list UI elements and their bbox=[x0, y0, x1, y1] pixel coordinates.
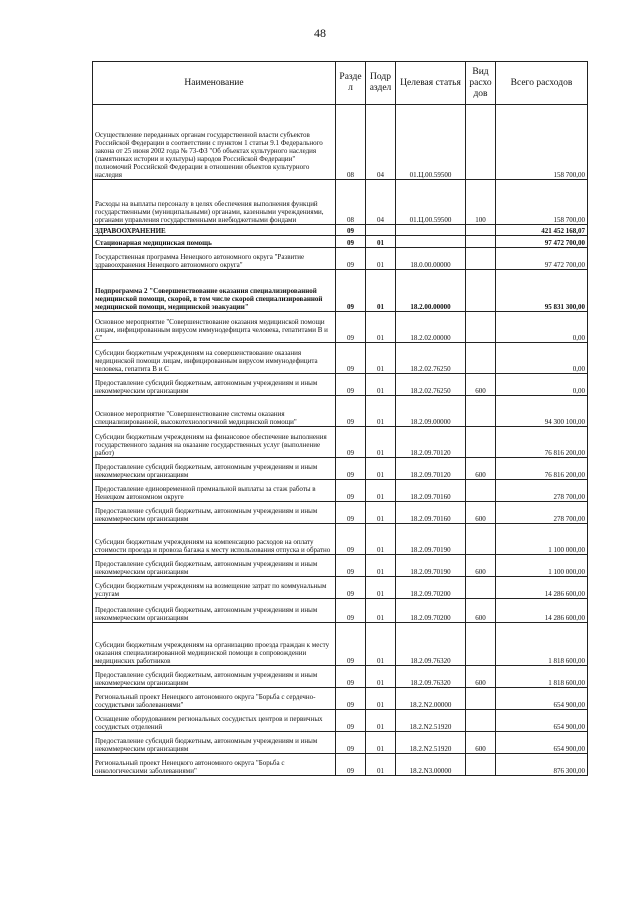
row-statya: 18.2.09.76320 bbox=[396, 666, 466, 688]
row-name: Субсидии бюджетным учреждениям на компенсацию расходов на оплату стоимости проезда и провоза багажа к месту использования отпуска и обратно bbox=[93, 524, 336, 555]
row-statya bbox=[396, 236, 466, 248]
row-razdel: 09 bbox=[336, 480, 366, 502]
row-statya: 18.2.09.70160 bbox=[396, 480, 466, 502]
row-razdel: 09 bbox=[336, 374, 366, 396]
table-row bbox=[93, 599, 588, 623]
row-razdel: 09 bbox=[336, 502, 366, 524]
row-podrazdel: 01 bbox=[366, 458, 396, 480]
row-podrazdel: 01 bbox=[366, 666, 396, 688]
row-name: ЗДРАВООХРАНЕНИЕ bbox=[93, 225, 336, 236]
table-row bbox=[93, 688, 588, 710]
row-podrazdel: 01 bbox=[366, 248, 396, 270]
row-podrazdel: 04 bbox=[366, 180, 396, 225]
row-statya: 18.2.09.70160 bbox=[396, 502, 466, 524]
row-podrazdel: 01 bbox=[366, 710, 396, 732]
row-name: Стационарная медицинская помощь bbox=[93, 236, 336, 248]
table-row bbox=[93, 343, 588, 374]
row-razdel: 09 bbox=[336, 666, 366, 688]
row-name: Субсидии бюджетным учреждениям на возмещение затрат по коммунальным услугам bbox=[93, 577, 336, 599]
row-statya: 18.2.09.70200 bbox=[396, 577, 466, 599]
row-vid bbox=[466, 623, 496, 666]
table-row bbox=[93, 555, 588, 577]
row-statya: 01.Ц.00.59500 bbox=[396, 105, 466, 180]
table-row bbox=[93, 524, 588, 555]
header-name: Наименование bbox=[93, 62, 336, 105]
row-podrazdel: 01 bbox=[366, 312, 396, 343]
row-vid bbox=[466, 427, 496, 458]
row-name: Предоставление субсидий бюджетным, автономным учреждениям и иным некоммерческим организациям bbox=[93, 732, 336, 754]
row-vid: 600 bbox=[466, 458, 496, 480]
row-total: 97 472 700,00 bbox=[496, 236, 588, 248]
row-vid: 600 bbox=[466, 732, 496, 754]
row-podrazdel bbox=[366, 225, 396, 236]
row-razdel: 09 bbox=[336, 524, 366, 555]
row-total: 654 900,00 bbox=[496, 732, 588, 754]
row-podrazdel: 01 bbox=[366, 555, 396, 577]
table-row bbox=[93, 270, 588, 312]
row-statya bbox=[396, 225, 466, 236]
row-podrazdel: 01 bbox=[366, 236, 396, 248]
table-header-row bbox=[93, 62, 588, 105]
row-name: Региональный проект Ненецкого автономного округа "Борьба с сердечно-сосудистыми заболеваниями" bbox=[93, 688, 336, 710]
row-vid bbox=[466, 688, 496, 710]
row-podrazdel: 01 bbox=[366, 502, 396, 524]
row-razdel: 09 bbox=[336, 555, 366, 577]
row-vid: 600 bbox=[466, 666, 496, 688]
row-statya: 18.2.09.70200 bbox=[396, 599, 466, 623]
row-total: 14 286 600,00 bbox=[496, 599, 588, 623]
row-statya: 18.2.02.00000 bbox=[396, 312, 466, 343]
row-name: Предоставление субсидий бюджетным, автономным учреждениям и иным некоммерческим организациям bbox=[93, 599, 336, 623]
table-row bbox=[93, 312, 588, 343]
row-statya: 18.2.N2.00000 bbox=[396, 688, 466, 710]
row-total: 158 700,00 bbox=[496, 105, 588, 180]
row-podrazdel: 01 bbox=[366, 374, 396, 396]
row-razdel: 09 bbox=[336, 427, 366, 458]
row-vid: 600 bbox=[466, 555, 496, 577]
table-row bbox=[93, 577, 588, 599]
table-row bbox=[93, 248, 588, 270]
header-vid: Вид расхо дов bbox=[466, 62, 496, 105]
row-statya: 18.2.09.70190 bbox=[396, 555, 466, 577]
row-podrazdel: 01 bbox=[366, 427, 396, 458]
row-statya: 18.2.N2.51920 bbox=[396, 732, 466, 754]
table-row bbox=[93, 225, 588, 236]
row-total: 76 816 200,00 bbox=[496, 427, 588, 458]
row-name: Основное мероприятие "Совершенствование оказания медицинской помощи лицам, инфицированным вирусом иммунодефицита человека, гепатитами В и С" bbox=[93, 312, 336, 343]
row-vid bbox=[466, 577, 496, 599]
row-vid: 600 bbox=[466, 502, 496, 524]
row-total: 278 700,00 bbox=[496, 502, 588, 524]
table-row bbox=[93, 458, 588, 480]
row-statya: 18.2.02.76250 bbox=[396, 343, 466, 374]
row-podrazdel: 01 bbox=[366, 480, 396, 502]
row-total: 76 816 200,00 bbox=[496, 458, 588, 480]
row-vid bbox=[466, 480, 496, 502]
row-vid: 600 bbox=[466, 374, 496, 396]
row-razdel: 09 bbox=[336, 248, 366, 270]
row-vid bbox=[466, 105, 496, 180]
row-name: Субсидии бюджетным учреждениям на совершенствование оказания медицинской помощи лицам, инфицированным вирусом иммунодефицита человека, гепатита В и С bbox=[93, 343, 336, 374]
row-name: Предоставление единовременной премиальной выплаты за стаж работы в Ненецком автономном округе bbox=[93, 480, 336, 502]
row-vid bbox=[466, 248, 496, 270]
row-statya: 18.2.09.00000 bbox=[396, 396, 466, 427]
row-name: Основное мероприятие "Совершенствование системы оказания специализированной, высокотехнологичной медицинской помощи" bbox=[93, 396, 336, 427]
row-statya: 01.Ц.00.59500 bbox=[396, 180, 466, 225]
row-razdel: 09 bbox=[336, 754, 366, 776]
row-razdel: 09 bbox=[336, 343, 366, 374]
row-total: 14 286 600,00 bbox=[496, 577, 588, 599]
row-razdel: 09 bbox=[336, 623, 366, 666]
row-name: Предоставление субсидий бюджетным, автономным учреждениям и иным некоммерческим организациям bbox=[93, 666, 336, 688]
row-razdel: 09 bbox=[336, 732, 366, 754]
row-razdel: 09 bbox=[336, 396, 366, 427]
row-statya: 18.2.N2.51920 bbox=[396, 710, 466, 732]
row-vid bbox=[466, 236, 496, 248]
row-total: 421 452 168,07 bbox=[496, 225, 588, 236]
row-vid: 600 bbox=[466, 599, 496, 623]
row-podrazdel: 01 bbox=[366, 396, 396, 427]
row-statya: 18.2.N3.00000 bbox=[396, 754, 466, 776]
table-row bbox=[93, 732, 588, 754]
header-statya: Целевая статья bbox=[396, 62, 466, 105]
row-total: 1 818 600,00 bbox=[496, 666, 588, 688]
table-row bbox=[93, 480, 588, 502]
row-statya: 18.0.00.00000 bbox=[396, 248, 466, 270]
row-razdel: 09 bbox=[336, 458, 366, 480]
budget-table bbox=[92, 61, 588, 776]
row-podrazdel: 01 bbox=[366, 754, 396, 776]
table-row bbox=[93, 754, 588, 776]
table-row bbox=[93, 180, 588, 225]
table-row bbox=[93, 623, 588, 666]
row-vid bbox=[466, 524, 496, 555]
table-row bbox=[93, 105, 588, 180]
row-vid bbox=[466, 270, 496, 312]
row-podrazdel: 01 bbox=[366, 688, 396, 710]
row-statya: 18.2.00.00000 bbox=[396, 270, 466, 312]
row-name: Субсидии бюджетным учреждениям на финансовое обеспечение выполнения государственного задания на оказание государственных услуг (выполнение работ) bbox=[93, 427, 336, 458]
row-podrazdel: 01 bbox=[366, 577, 396, 599]
row-vid bbox=[466, 754, 496, 776]
header-total: Всего расходов bbox=[496, 62, 588, 105]
row-razdel: 09 bbox=[336, 312, 366, 343]
table-row bbox=[93, 666, 588, 688]
row-total: 0,00 bbox=[496, 343, 588, 374]
row-total: 876 300,00 bbox=[496, 754, 588, 776]
row-razdel: 09 bbox=[336, 599, 366, 623]
row-total: 1 818 600,00 bbox=[496, 623, 588, 666]
row-podrazdel: 01 bbox=[366, 270, 396, 312]
row-razdel: 08 bbox=[336, 105, 366, 180]
page-number: 48 bbox=[314, 26, 326, 40]
table-row bbox=[93, 502, 588, 524]
row-razdel: 09 bbox=[336, 270, 366, 312]
row-total: 654 900,00 bbox=[496, 688, 588, 710]
row-total: 654 900,00 bbox=[496, 710, 588, 732]
table-body bbox=[93, 105, 588, 776]
row-name: Субсидии бюджетным учреждениям на организацию проезда граждан к месту оказания специализированной медицинской помощи в сопровождении медицинских работников bbox=[93, 623, 336, 666]
row-total: 95 831 300,00 bbox=[496, 270, 588, 312]
row-name: Оснащение оборудованием региональных сосудистых центров и первичных сосудистых отделений bbox=[93, 710, 336, 732]
row-podrazdel: 01 bbox=[366, 343, 396, 374]
row-name: Предоставление субсидий бюджетным, автономным учреждениям и иным некоммерческим организациям bbox=[93, 555, 336, 577]
table-row bbox=[93, 710, 588, 732]
row-razdel: 09 bbox=[336, 577, 366, 599]
table-row bbox=[93, 427, 588, 458]
row-total: 94 300 100,00 bbox=[496, 396, 588, 427]
table-row bbox=[93, 374, 588, 396]
row-name: Государственная программа Ненецкого автономного округа "Развитие здравоохранения Ненецкого автономного округа" bbox=[93, 248, 336, 270]
row-podrazdel: 01 bbox=[366, 524, 396, 555]
row-razdel: 09 bbox=[336, 225, 366, 236]
row-razdel: 08 bbox=[336, 180, 366, 225]
row-statya: 18.2.09.70190 bbox=[396, 524, 466, 555]
row-name: Предоставление субсидий бюджетным, автономным учреждениям и иным некоммерческим организациям bbox=[93, 502, 336, 524]
row-total: 278 700,00 bbox=[496, 480, 588, 502]
row-razdel: 09 bbox=[336, 710, 366, 732]
row-statya: 18.2.09.70120 bbox=[396, 458, 466, 480]
row-vid bbox=[466, 312, 496, 343]
row-name: Региональный проект Ненецкого автономного округа "Борьба с онкологическими заболеваниями" bbox=[93, 754, 336, 776]
row-vid: 100 bbox=[466, 180, 496, 225]
header-razdel: Разде л bbox=[336, 62, 366, 105]
row-name: Предоставление субсидий бюджетным, автономным учреждениям и иным некоммерческим организациям bbox=[93, 374, 336, 396]
row-name: Подпрограмма 2 "Совершенствование оказания специализированной медицинской помощи, скорой, в том числе скорой специализированной медицинской помощи, медицинской эвакуации" bbox=[93, 270, 336, 312]
row-total: 1 100 000,00 bbox=[496, 524, 588, 555]
row-total: 0,00 bbox=[496, 374, 588, 396]
row-total: 1 100 000,00 bbox=[496, 555, 588, 577]
row-razdel: 09 bbox=[336, 236, 366, 248]
row-razdel: 09 bbox=[336, 688, 366, 710]
row-total: 158 700,00 bbox=[496, 180, 588, 225]
row-total: 97 472 700,00 bbox=[496, 248, 588, 270]
row-podrazdel: 04 bbox=[366, 105, 396, 180]
row-name: Осуществление переданных органам государственной власти субъектов Российской Федерации в соответствии с пунктом 1 статьи 9.1 Федерального закона от 25 июня 2002 года № 73-ФЗ "Об объектах культурного наследия (памятниках истории и культуры) народов Российской Федерации" полномочий Российской Федерации в отношении объектов культурного наследия bbox=[93, 105, 336, 180]
row-vid bbox=[466, 396, 496, 427]
row-podrazdel: 01 bbox=[366, 599, 396, 623]
row-podrazdel: 01 bbox=[366, 623, 396, 666]
header-podrazdel: Подр аздел bbox=[366, 62, 396, 105]
table-row bbox=[93, 396, 588, 427]
row-vid bbox=[466, 710, 496, 732]
row-statya: 18.2.02.76250 bbox=[396, 374, 466, 396]
row-total: 0,00 bbox=[496, 312, 588, 343]
row-name: Предоставление субсидий бюджетным, автономным учреждениям и иным некоммерческим организациям bbox=[93, 458, 336, 480]
table-row bbox=[93, 236, 588, 248]
row-podrazdel: 01 bbox=[366, 732, 396, 754]
row-name: Расходы на выплаты персоналу в целях обеспечения выполнения функций государственными (муниципальными) органами, казенными учреждениями, органами управления государственными внебюджетными фондами bbox=[93, 180, 336, 225]
row-vid bbox=[466, 225, 496, 236]
row-statya: 18.2.09.70120 bbox=[396, 427, 466, 458]
row-vid bbox=[466, 343, 496, 374]
row-statya: 18.2.09.76320 bbox=[396, 623, 466, 666]
